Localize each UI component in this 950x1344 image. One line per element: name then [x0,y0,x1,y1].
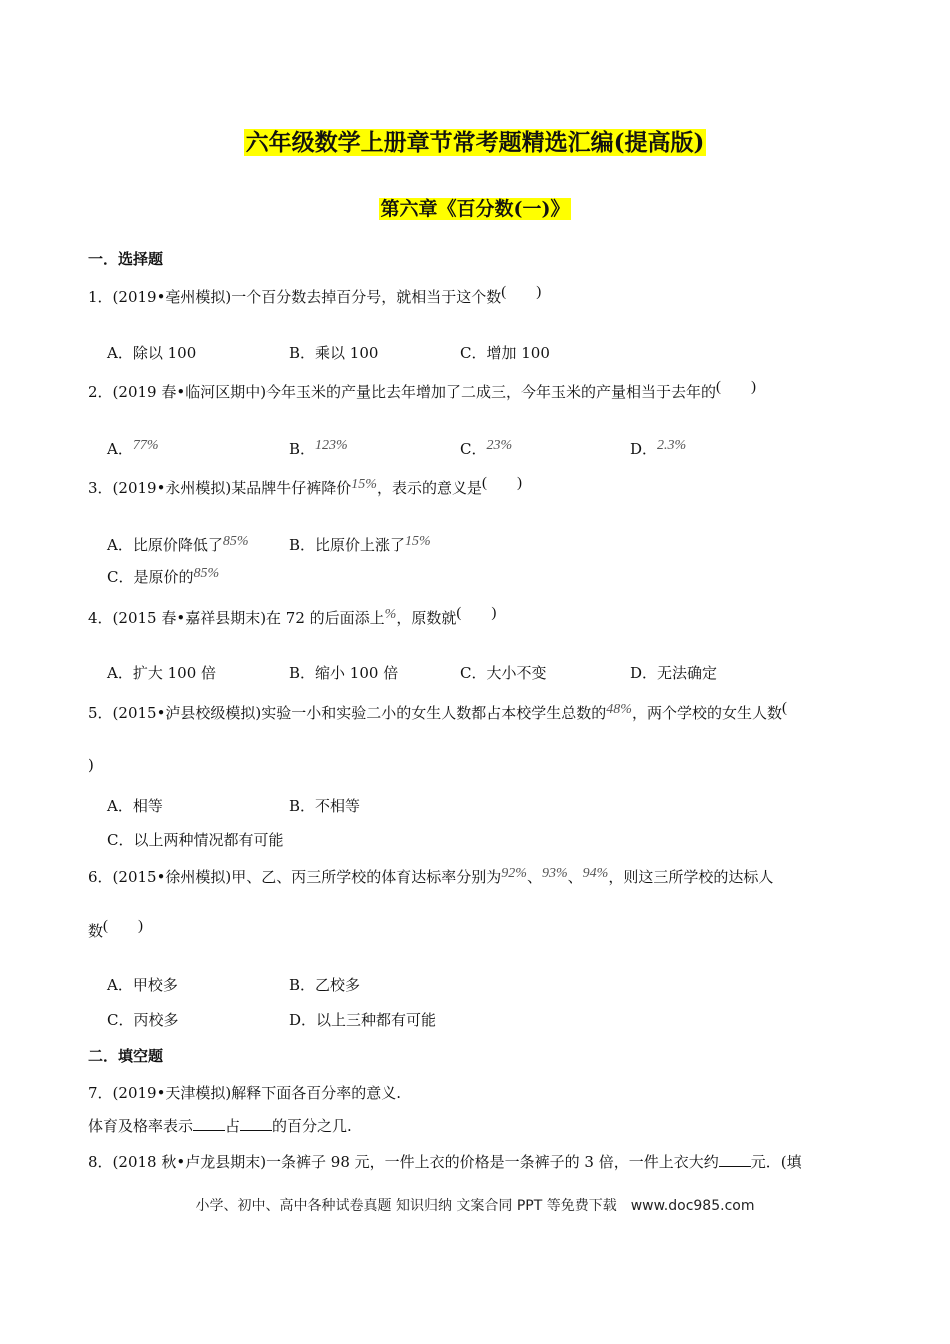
question-2: 2．(2019 春•临河区期中)今年玉米的产量比去年增加了二成三，今年玉米的产量相当于去年的( ) [88,379,757,401]
section-choice-heading: 一．选择题 [88,250,164,268]
page-title: 六年级数学上册章节常考题精选汇编(提高版) [245,129,705,156]
answer-blank[interactable] [193,1118,225,1131]
question-3: 3．(2019•永州模拟)某品牌牛仔裤降价15%，表示的意义是( ) [88,475,522,497]
q2-option-c: C．23% [460,438,513,458]
q2-option-a: A．77% [107,438,159,458]
chapter-subtitle: 第六章《百分数(一)》 [380,198,570,220]
q6-option-c: C．丙校多 [107,1011,179,1029]
q2-option-d: D．2.3% [630,438,687,458]
question-8: 8．(2018 秋•卢龙县期末)一条裤子 98 元，一件上衣的价格是一条裤子的 3 倍，一件上衣大约 元．(填 [88,1153,802,1171]
question-5: 5．(2015•泸县校级模拟)实验一小和实验二小的女生人数都占本校学生总数的48%，两个学校的女生人数( [88,700,787,722]
q5-option-b: B．不相等 [289,797,361,815]
q3-option-b: B．比原价上涨了15% [289,534,431,554]
q6-option-b: B．乙校多 [289,976,361,994]
q6-option-a: A．甲校多 [107,976,178,994]
q4-option-c: C．大小不变 [460,664,547,682]
q1-option-c: C．增加 100 [460,344,550,362]
q3-option-a: A．比原价降低了85% [107,534,249,554]
q4-option-a: A．扩大 100 倍 [107,664,216,682]
question-6-cont: 数( ) [88,918,144,940]
q5-option-a: A．相等 [107,797,163,815]
question-5-paren-close: ) [88,756,94,774]
answer-blank[interactable] [719,1154,751,1167]
q1-option-b: B．乘以 100 [289,344,379,362]
section-fill-heading: 二．填空题 [88,1047,164,1065]
question-4: 4．(2015 春•嘉祥县期末)在 72 的后面添上%，原数就( ) [88,605,497,627]
q4-option-b: B．缩小 100 倍 [289,664,399,682]
question-1: 1．(2019•亳州模拟)一个百分数去掉百分号，就相当于这个数( ) [88,284,542,306]
q3-option-c: C．是原价的85% [107,566,220,586]
q5-option-c: C．以上两种情况都有可能 [107,831,284,849]
q2-option-b: B．123% [289,438,348,458]
question-7: 7．(2019•天津模拟)解释下面各百分率的意义. [88,1084,402,1102]
question-7-line: 体育及格率表示 占 的百分之几. [88,1117,352,1135]
q6-option-d: D．以上三种都有可能 [289,1011,437,1029]
q4-option-d: D．无法确定 [630,664,718,682]
answer-blank[interactable] [240,1118,272,1131]
page-footer: 小学、初中、高中各种试卷真题 知识归纳 文案合同 PPT 等免费下载 www.doc985.com [195,1198,755,1214]
q1-option-a: A．除以 100 [107,344,197,362]
question-6: 6．(2015•徐州模拟)甲、乙、丙三所学校的体育达标率分别为92%、93%、94%，则这三所学校的达标人 [88,866,774,886]
